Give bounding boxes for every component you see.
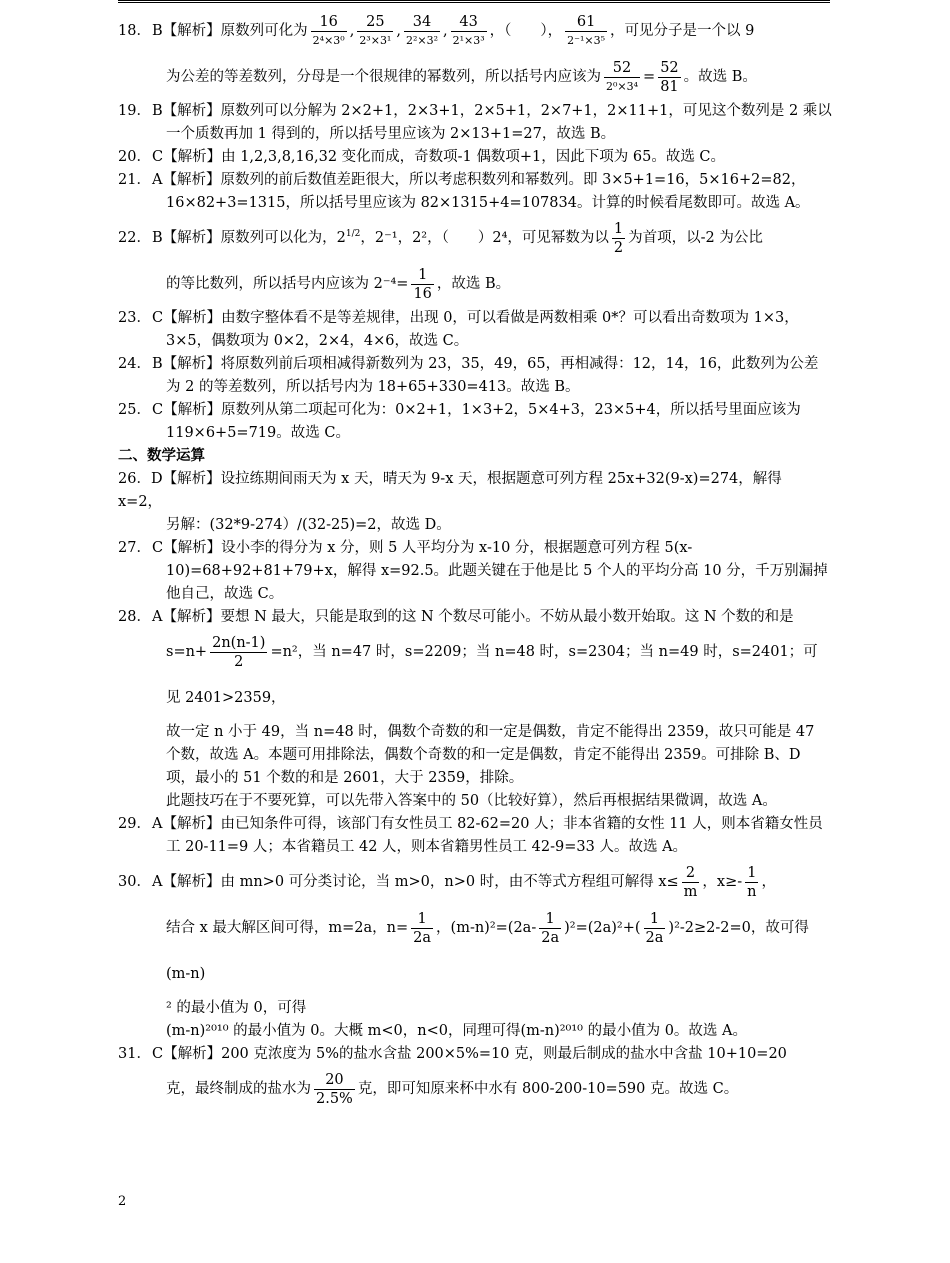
- fraction: $\frac{2}{m}$: [683, 864, 698, 900]
- fraction: $\frac{61}{\text{2⁻¹×3⁵}}$: [567, 13, 606, 47]
- item-29: 29．A【解析】由已知条件可得，该部门有女性员工 82-62=20 人；非本省籍的女性 11 人，则本省籍女性员工 20-11=9 人；本省籍员工 42 人，则本省籍男性员工 42-9=33 人。故选 A。: [118, 816, 823, 855]
- fraction: $\frac{1}{n}$: [747, 864, 757, 900]
- item-26: 26．D【解析】设拉练期间雨天为 x 天，晴天为 9-x 天，根据题意可列方程 25x+32(9-x)=274，解得: [118, 471, 782, 487]
- item-28-formula: s=n+ $\frac{2n(n-1)}{2}$ =n²，当 n=47 时，s=2209；当 n=48 时，s=2304；当 n=49 时，s=2401；可见 2401>2359，: [166, 634, 818, 706]
- item-20: 20．C【解析】由 1,2,3,8,16,32 变化而成，奇数项-1 偶数项+1，因此下项为 65。故选 C。: [118, 149, 726, 165]
- fraction: $\frac{52}{81}$: [660, 59, 679, 95]
- item-18-cont: 为公差的等差数列，分母是一个很规律的幂数列，所以括号内应该为 $\frac{52}{\text{2⁰×3⁴}}$ = $\frac{52}{81}$ 。故选 B。: [166, 59, 757, 95]
- fraction: $\frac{1}{2a}$: [645, 910, 664, 946]
- item-30: 30．A【解析】由 mn>0 可分类讨论，当 m>0，n>0 时，由不等式方程组可解得 x≤ $\frac{2}{m}$ ，x≥- $\frac{1}{n}$ ，: [118, 864, 776, 900]
- item-18: 18．B【解析】原数列可化为 $\frac{16}{\text{2⁴×3⁰}}$ , $\frac{25}{\text{2³×3¹}}$ , $\frac{34}{\text{2²×3²}}$ , $\frac{43}{\text{2¹×3³}}$ ，（ ）， $\frac{61}{\text{2⁻¹×3⁵}}$ ，可见分子是一个以 9: [118, 8, 832, 54]
- item-31-cont: 克，最终制成的盐水为 $\frac{20}{2.5\%}$ 克，即可知原来杯中水有 800-200-10=590 克。故选 C。: [166, 1071, 739, 1107]
- top-rule: [118, 0, 830, 3]
- item-26-line2: x=2，: [118, 494, 163, 510]
- fraction: $\frac{1}{16}$: [413, 266, 432, 302]
- item-22: 22．B【解析】原数列可以化为，$2^{1/2}$，2⁻¹，2²，（ ）2⁴，可见幂数为以 $\frac{1}{2}$ 为首项，以-2 为公比: [118, 220, 763, 256]
- item-19: 19．B【解析】原数列可以分解为 2×2+1，2×3+1，2×5+1，2×7+1，2×11+1，可见这个数列是 2 乘以一个质数再加 1 得到的，所以括号里应该为 2×13+1=27，故选 B。: [118, 103, 832, 142]
- item-28-p1: 故一定 n 小于 49，当 n=48 时，偶数个奇数的和一定是偶数，肯定不能得出 2359，故只可能是 47 个数，故选 A。本题可用排除法，偶数个奇数的和一定是偶数，肯定不能得出 2359。可排除 B、D 项，最小的 51 个数的和是 2601，大于 2359，排除。: [166, 724, 815, 786]
- item-27: 27．C【解析】设小李的得分为 x 分，则 5 人平均分为 x-10 分，根据题意可列方程 5(x-10)=68+92+81+79+x，解得 x=92.5。此题关键在于他是比 5 个人的平均分高 10 分，千万别漏掉他自己，故选 C。: [118, 540, 828, 602]
- item-30-line4: (m-n)²⁰¹⁰ 的最小值为 0。大概 m<0，n<0，同理可得(m-n)²⁰¹⁰ 的最小值为 0。故选 A。: [166, 1023, 748, 1039]
- fraction: $\frac{1}{2}$: [613, 220, 624, 256]
- answer-page: [118, 8, 832, 1112]
- section-heading: 二、数学运算: [118, 448, 205, 464]
- fraction: $\frac{25}{\text{2³×3¹}}$: [359, 13, 392, 47]
- fraction: $\frac{43}{\text{2¹×3³}}$: [452, 13, 485, 47]
- item-30-line3: ² 的最小值为 0，可得: [166, 1000, 307, 1016]
- item-28: 28．A【解析】要想 N 最大，只能是取到的这 N 个数尽可能小。不妨从最小数开始取。这 N 个数的和是: [118, 609, 794, 625]
- fraction: $\frac{1}{2a}$: [541, 910, 560, 946]
- item-25-cont: 119×6+5=719。故选 C。: [166, 425, 350, 441]
- item-21: 21．A【解析】原数列的前后数值差距很大，所以考虑积数列和幂数列。即 3×5+1=16，5×16+2=82，16×82+3=1315，所以括号里应该为 82×1315+4=107834。计算的时候看尾数即可。故选 A。: [118, 172, 810, 211]
- fraction: $\frac{2n(n-1)}{2}$: [212, 634, 266, 670]
- item-30-cont: 结合 x 最大解区间可得，m=2a，n= $\frac{1}{2a}$ ，(m-n)²=(2a- $\frac{1}{2a}$ )²=(2a)²+( $\frac{1}{2a}$ )²-2≥2-2=0，故可得(m-n): [166, 910, 809, 982]
- item-31: 31．C【解析】200 克浓度为 5%的盐水含盐 200×5%=10 克，则最后制成的盐水中含盐 10+10=20: [118, 1046, 787, 1062]
- item-28-p2: 此题技巧在于不要死算，可以先带入答案中的 50（比较好算），然后再根据结果微调，故选 A。: [166, 793, 777, 809]
- item-23: 23．C【解析】由数字整体看不是等差规律，出现 0，可以看做是两数相乘 0*？可以看出奇数项为 1×3，3×5，偶数项为 0×2，2×4，4×6，故选 C。: [118, 310, 799, 349]
- item-22-cont: 的等比数列，所以括号内应该为 2⁻⁴= $\frac{1}{16}$ ，故选 B。: [166, 266, 511, 302]
- fraction: $\frac{52}{\text{2⁰×3⁴}}$: [606, 59, 639, 93]
- page-number: 2: [118, 1194, 127, 1209]
- item-25: 25．C【解析】原数列从第二项起可化为：0×2+1，1×3+2，5×4+3，23×5+4，所以括号里面应该为: [118, 402, 801, 418]
- fraction: $\frac{16}{\text{2⁴×3⁰}}$: [312, 13, 345, 47]
- fraction: $\frac{20}{2.5\%}$: [316, 1071, 353, 1107]
- fraction: $\frac{34}{\text{2²×3²}}$: [405, 13, 439, 47]
- item-26-alt: 另解：(32*9-274）/(32-25)=2，故选 D。: [166, 517, 451, 533]
- fraction: $\frac{1}{2a}$: [413, 910, 432, 946]
- exponent: 1/2: [345, 229, 361, 240]
- item-24: 24．B【解析】将原数列前后项相减得新数列为 23，35，49，65，再相减得：12，14，16，此数列为公差为 2 的等差数列，所以括号内为 18+65+330=413。故选 B。: [118, 356, 819, 395]
